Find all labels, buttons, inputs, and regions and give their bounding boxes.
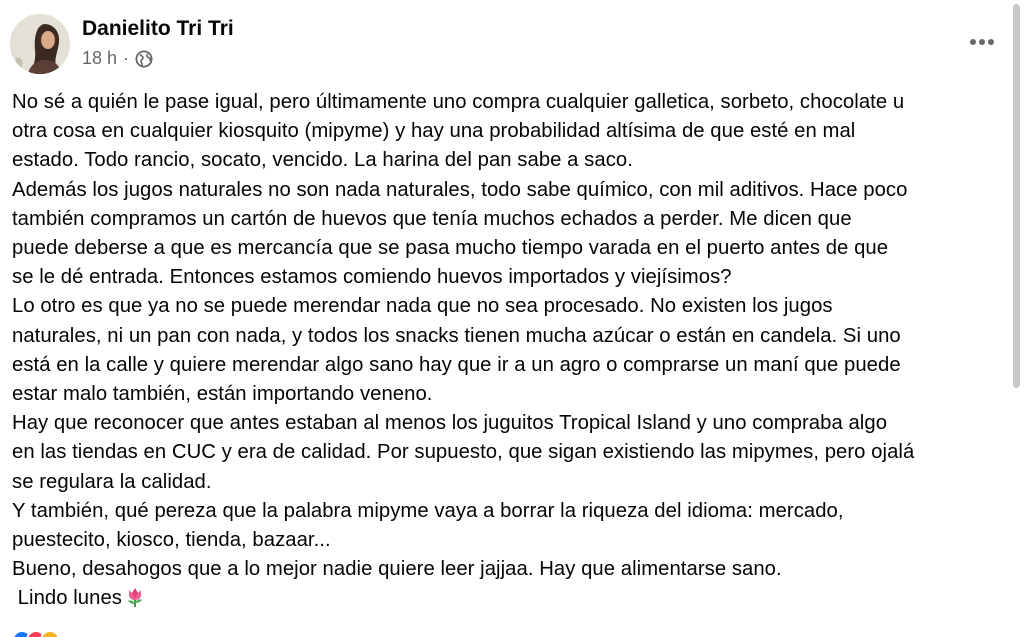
post-meta <box>82 48 153 69</box>
post-body-line: también compramos un cartón de huevos que tenía muchos echados a perder. Me dicen que <box>12 207 852 230</box>
post-body-line: está en la calle y quiere merendar algo sano hay que ir a un agro o comprarse un maní que puede <box>12 353 901 376</box>
author-avatar[interactable] <box>10 14 70 74</box>
post-body <box>12 88 1002 614</box>
more-horizontal-icon <box>970 39 994 45</box>
post-body-line: Bueno, desahogos que a lo mejor nadie quiere leer jajjaa. Hay que alimentarse sano. <box>12 558 782 581</box>
post-body-line: No sé a quién le pase igual, pero últimamente uno compra cualquier galletica, sorbeto, chocolate u <box>12 91 905 113</box>
post-body-line: Además los jugos naturales no son nada naturales, todo sabe químico, con mil aditivos. Hace poco <box>12 178 908 201</box>
post-body-line: se regulara la calidad. <box>12 470 212 493</box>
scrollbar-thumb[interactable] <box>1013 4 1020 388</box>
post-body-line: estar malo también, están importando veneno. <box>12 383 433 406</box>
post-body-line: puede deberse a que es mercancía que se pasa mucho tiempo varada en el puerto antes de que <box>12 237 889 260</box>
meta-separator: · <box>123 48 130 68</box>
post-timestamp[interactable]: 18 h <box>82 48 118 68</box>
post-body-line: Y también, qué pereza que la palabra mipyme vaya a borrar la riqueza del idioma: mercado, <box>12 499 844 522</box>
author-name[interactable]: Danielito Tri Tri <box>82 17 234 40</box>
post-body-line: otra cosa en cualquier kiosquito (mipyme) y hay una probabilidad altísima de que esté en mal <box>12 120 856 143</box>
post-body-line: se le dé entrada. Entonces estamos comiendo huevos importados y viejísimos? <box>12 266 732 289</box>
tulip-icon <box>124 586 146 608</box>
post-body-line: puestecito, kiosco, tienda, bazaar... <box>12 529 331 552</box>
closing-text: Lindo lunes <box>12 587 122 610</box>
avatar-photo-icon <box>10 14 70 74</box>
post-body-line: en las tiendas en CUC y era de calidad. Por supuesto, que sigan existiendo las mipymes, pero ojalá <box>12 441 915 464</box>
post-closing-line <box>12 584 1002 613</box>
reaction-summary[interactable] <box>12 630 54 637</box>
haha-icon <box>40 630 60 637</box>
globe-icon[interactable] <box>135 50 153 68</box>
post-options-button[interactable] <box>960 22 1004 62</box>
post-body-line: Hay que reconocer que antes estaban al menos los juguitos Tropical Island y uno compraba algo <box>12 412 888 435</box>
post-body-line: estado. Todo rancio, socato, vencido. La harina del pan sabe a saco. <box>12 149 633 172</box>
post-body-line: Lo otro es que ya no se puede merendar nada que no sea procesado. No existen los jugos <box>12 295 833 318</box>
post-body-line: naturales, ni un pan con nada, y todos los snacks tienen mucha azúcar o están en candela. Si uno <box>12 324 901 347</box>
